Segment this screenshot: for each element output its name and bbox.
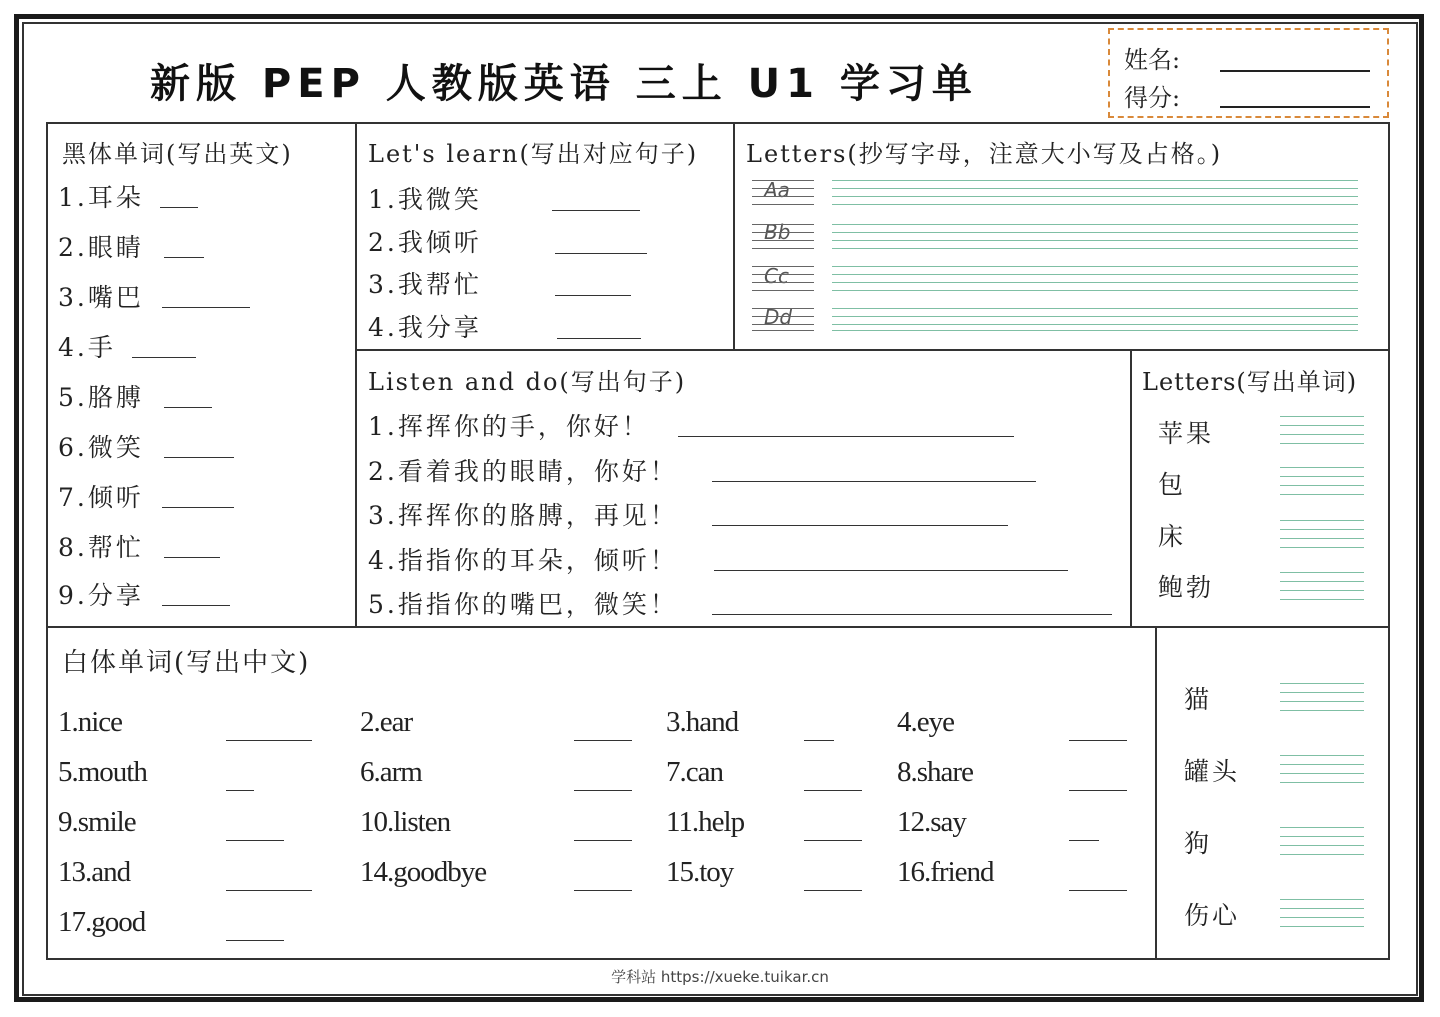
answer-blank[interactable] — [555, 253, 647, 254]
answer-blank[interactable] — [162, 605, 230, 606]
white-word-item: 1.nice — [58, 706, 123, 738]
answer-blank[interactable] — [678, 436, 1014, 437]
name-score-box — [1108, 28, 1389, 118]
listen-do-item: 1.挥挥你的手，你好！ — [368, 412, 650, 441]
word-writing-lines[interactable] — [1280, 755, 1364, 783]
listen-do-item: 3.挥挥你的胳膊，再见！ — [368, 501, 678, 530]
letters-word-item: 鲍勃 — [1158, 573, 1215, 602]
answer-blank[interactable] — [804, 790, 862, 791]
word-writing-lines[interactable] — [1280, 572, 1364, 600]
bold-word-item: 3.嘴巴 — [58, 283, 144, 312]
answer-blank[interactable] — [804, 740, 834, 741]
score-field[interactable] — [1220, 106, 1370, 108]
extra-word-item: 罐头 — [1184, 757, 1241, 786]
white-word-item: 10.listen — [360, 806, 451, 838]
answer-blank[interactable] — [552, 210, 640, 211]
answer-blank[interactable] — [574, 840, 632, 841]
letter-pair: Bb — [764, 220, 791, 244]
white-word-item: 3.hand — [666, 706, 739, 738]
answer-blank[interactable] — [557, 338, 641, 339]
white-word-item: 15.toy — [666, 856, 734, 888]
letter-pair: Dd — [764, 305, 793, 329]
letters-copy-header: Letters(抄写字母，注意大小写及占格。) — [746, 140, 1223, 168]
bold-word-item: 5.胳膊 — [58, 383, 144, 412]
letter-pair: Cc — [764, 264, 789, 288]
white-word-item: 8.share — [897, 756, 973, 788]
answer-blank[interactable] — [712, 614, 1112, 615]
answer-blank[interactable] — [574, 740, 632, 741]
white-word-item: 13.and — [58, 856, 131, 888]
answer-blank[interactable] — [1069, 890, 1127, 891]
bold-word-item: 4.手 — [58, 333, 116, 362]
answer-blank[interactable] — [164, 407, 212, 408]
lets-learn-item: 4.我分享 — [368, 313, 482, 342]
white-word-item: 7.can — [666, 756, 723, 788]
white-words-header: 白体单词(写出中文) — [62, 648, 311, 678]
extra-word-item: 伤心 — [1184, 901, 1241, 930]
answer-blank[interactable] — [226, 740, 312, 741]
bold-word-item: 7.倾听 — [58, 483, 144, 512]
answer-blank[interactable] — [164, 257, 204, 258]
name-field[interactable] — [1220, 70, 1370, 72]
bold-words-header: 黑体单词(写出英文) — [62, 140, 293, 168]
white-word-item: 5.mouth — [58, 756, 147, 788]
answer-blank[interactable] — [162, 307, 250, 308]
letters-words-header: Letters(写出单词) — [1142, 368, 1358, 396]
answer-blank[interactable] — [226, 840, 284, 841]
white-word-item: 12.say — [897, 806, 966, 838]
answer-blank[interactable] — [1069, 840, 1099, 841]
answer-blank[interactable] — [712, 481, 1036, 482]
answer-blank[interactable] — [574, 890, 632, 891]
answer-blank[interactable] — [226, 890, 312, 891]
footer-watermark[interactable]: 学科站 https://xueke.tuikar.cn — [611, 968, 829, 986]
letter-pair: Aa — [764, 178, 790, 202]
letters-word-item: 包 — [1158, 470, 1187, 499]
listen-do-header: Listen and do(写出句子) — [368, 368, 687, 396]
answer-blank[interactable] — [1069, 740, 1127, 741]
answer-blank[interactable] — [226, 790, 254, 791]
lets-learn-item: 1.我微笑 — [368, 185, 482, 214]
white-word-item: 2.ear — [360, 706, 413, 738]
word-writing-lines[interactable] — [1280, 683, 1364, 711]
white-word-item: 11.help — [666, 806, 745, 838]
listen-do-item: 2.看着我的眼睛，你好！ — [368, 457, 678, 486]
letters-word-item: 苹果 — [1158, 419, 1215, 448]
answer-blank[interactable] — [226, 940, 284, 941]
white-word-item: 16.friend — [897, 856, 994, 888]
answer-blank[interactable] — [574, 790, 632, 791]
answer-blank[interactable] — [162, 507, 234, 508]
answer-blank[interactable] — [804, 890, 862, 891]
page-title: 新版 PEP 人教版英语 三上 U1 学习单 — [150, 61, 978, 107]
answer-blank[interactable] — [714, 570, 1068, 571]
answer-blank[interactable] — [712, 525, 1008, 526]
answer-blank[interactable] — [804, 840, 862, 841]
word-writing-lines[interactable] — [1280, 899, 1364, 927]
answer-blank[interactable] — [1069, 790, 1127, 791]
listen-do-item: 5.指指你的嘴巴，微笑！ — [368, 590, 678, 619]
bold-word-item: 8.帮忙 — [58, 533, 144, 562]
white-word-item: 6.arm — [360, 756, 422, 788]
answer-blank[interactable] — [132, 357, 196, 358]
bold-word-item: 6.微笑 — [58, 433, 144, 462]
name-label: 姓名: — [1124, 46, 1181, 74]
bold-word-item: 1.耳朵 — [58, 183, 144, 212]
answer-blank[interactable] — [555, 295, 631, 296]
white-word-item: 9.smile — [58, 806, 136, 838]
white-word-item: 17.good — [58, 906, 146, 938]
lets-learn-header: Let's learn(写出对应句子) — [368, 140, 699, 168]
extra-word-item: 狗 — [1184, 829, 1213, 858]
answer-blank[interactable] — [160, 207, 198, 208]
word-writing-lines[interactable] — [1280, 827, 1364, 855]
word-writing-lines[interactable] — [1280, 416, 1364, 444]
score-label: 得分: — [1124, 84, 1181, 112]
word-writing-lines[interactable] — [1280, 467, 1364, 495]
lets-learn-item: 2.我倾听 — [368, 228, 482, 257]
letters-word-item: 床 — [1158, 522, 1187, 551]
listen-do-item: 4.指指你的耳朵，倾听！ — [368, 546, 678, 575]
lets-learn-item: 3.我帮忙 — [368, 270, 482, 299]
bold-word-item: 2.眼睛 — [58, 233, 144, 262]
bold-word-item: 9.分享 — [58, 581, 144, 610]
white-word-item: 14.goodbye — [360, 856, 487, 888]
extra-word-item: 猫 — [1184, 685, 1213, 714]
answer-blank[interactable] — [164, 457, 234, 458]
word-writing-lines[interactable] — [1280, 520, 1364, 548]
answer-blank[interactable] — [164, 557, 220, 558]
letter-writing-lines[interactable] — [832, 180, 1358, 330]
white-word-item: 4.eye — [897, 706, 954, 738]
letter-sample-lines — [752, 180, 814, 330]
